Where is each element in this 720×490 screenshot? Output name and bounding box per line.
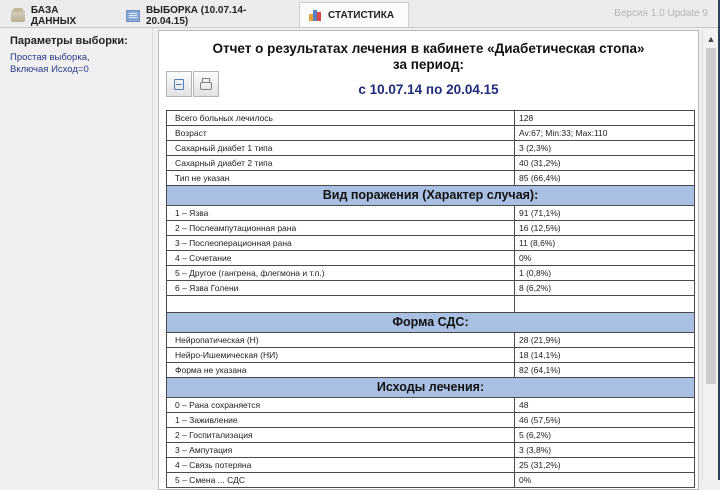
tab-label: ВЫБОРКА (10.07.14-20.04.15) (145, 4, 247, 27)
statistics-table (166, 110, 695, 488)
row-value: 28 (21,9%) (515, 333, 695, 348)
tab-label: БАЗА ДАННЫХ (30, 4, 77, 27)
table-row-empty (167, 296, 695, 313)
table-row (167, 111, 695, 126)
table-row (167, 398, 695, 413)
params-line: Простая выборка, (10, 52, 90, 63)
section-header-outcomes (167, 378, 695, 398)
report-panel (158, 30, 699, 490)
row-label: 2 – Послеампутационная рана (167, 221, 515, 236)
row-label (167, 296, 515, 313)
row-value: 82 (64,1%) (515, 363, 695, 378)
save-icon (174, 79, 184, 90)
params-title: Параметры выборки: (10, 35, 128, 47)
scroll-up-arrow-icon[interactable]: ▲ (706, 34, 716, 44)
table-row (167, 281, 695, 296)
table-row (167, 413, 695, 428)
selection-params-panel (0, 28, 153, 480)
table-row (167, 171, 695, 186)
tab-statistics[interactable] (299, 2, 409, 27)
table-row (167, 473, 695, 488)
row-value: 128 (515, 111, 695, 126)
row-value: 48 (515, 398, 695, 413)
row-label: 3 – Послеоперационная рана (167, 236, 515, 251)
row-value: 5 (6,2%) (515, 428, 695, 443)
row-label: Возраст (167, 126, 515, 141)
row-label: 2 – Госпитализация (167, 428, 515, 443)
row-value: 25 (31,2%) (515, 458, 695, 473)
table-row (167, 251, 695, 266)
table-row (167, 333, 695, 348)
row-value: 18 (14,1%) (515, 348, 695, 363)
row-value: 1 (0,8%) (515, 266, 695, 281)
row-label: Тип не указан (167, 171, 515, 186)
row-label: 5 – Другое (гангрена, флегмона и т.п.) (167, 266, 515, 281)
row-label: Сахарный диабет 1 типа (167, 141, 515, 156)
row-label: Форма не указана (167, 363, 515, 378)
row-value: 11 (8,6%) (515, 236, 695, 251)
section-header-lesion-type (167, 186, 695, 206)
row-value: 85 (66,4%) (515, 171, 695, 186)
row-label: 5 – Смена ... СДС (167, 473, 515, 488)
tab-database[interactable] (2, 3, 115, 27)
row-value: 8 (6,2%) (515, 281, 695, 296)
row-value: 40 (31,2%) (515, 156, 695, 171)
tab-selection[interactable] (117, 3, 297, 27)
row-label: 3 – Ампутация (167, 443, 515, 458)
selection-table-icon (126, 10, 140, 22)
report-subtitle: за период: (392, 57, 465, 72)
row-value: 16 (12,5%) (515, 221, 695, 236)
row-value: 91 (71,1%) (515, 206, 695, 221)
table-row (167, 236, 695, 251)
row-label: Нейропатическая (Н) (167, 333, 515, 348)
table-row (167, 348, 695, 363)
row-value: 46 (57,5%) (515, 413, 695, 428)
table-row (167, 221, 695, 236)
table-row (167, 126, 695, 141)
statistics-chart-icon (308, 9, 322, 21)
row-value (515, 296, 695, 313)
print-button[interactable] (193, 71, 219, 97)
report-title: Отчет о результатах лечения в кабинете «Диабетическая стопа» (212, 41, 645, 56)
row-label: 4 – Связь потеряна (167, 458, 515, 473)
row-value: 0% (515, 251, 695, 266)
row-label: 0 – Рана сохраняется (167, 398, 515, 413)
database-icon (11, 10, 25, 22)
row-value: 3 (2,3%) (515, 141, 695, 156)
row-label: Всего больных лечилось (167, 111, 515, 126)
save-button[interactable] (166, 71, 192, 97)
version-label: Версия 1.0 Update 9 (614, 8, 708, 19)
table-row (167, 141, 695, 156)
table-row (167, 443, 695, 458)
section-header-sds-form (167, 313, 695, 333)
params-line: Включая Исход=0 (10, 64, 89, 75)
row-value: 3 (3,8%) (515, 443, 695, 458)
scrollbar-thumb[interactable] (706, 48, 716, 384)
row-label: 6 – Язва Голени (167, 281, 515, 296)
row-label: 1 – Заживление (167, 413, 515, 428)
table-row (167, 428, 695, 443)
row-label: Сахарный диабет 2 типа (167, 156, 515, 171)
report-period: с 10.07.14 по 20.04.15 (358, 82, 499, 97)
print-icon (200, 82, 212, 90)
row-label: 1 – Язва (167, 206, 515, 221)
tab-label: СТАТИСТИКА (328, 9, 395, 21)
tab-bar (0, 0, 720, 28)
section-title: Форма СДС: (167, 313, 695, 333)
table-row (167, 363, 695, 378)
table-row (167, 156, 695, 171)
row-value: 0% (515, 473, 695, 488)
vertical-scrollbar[interactable] (702, 30, 719, 480)
table-row (167, 266, 695, 281)
table-row (167, 458, 695, 473)
table-row (167, 206, 695, 221)
row-label: 4 – Сочетание (167, 251, 515, 266)
section-title: Исходы лечения: (167, 378, 695, 398)
row-label: Нейро-Ишемическая (НИ) (167, 348, 515, 363)
section-title: Вид поражения (Характер случая): (167, 186, 695, 206)
row-value: Av:67; Min:33; Max:110 (515, 126, 695, 141)
